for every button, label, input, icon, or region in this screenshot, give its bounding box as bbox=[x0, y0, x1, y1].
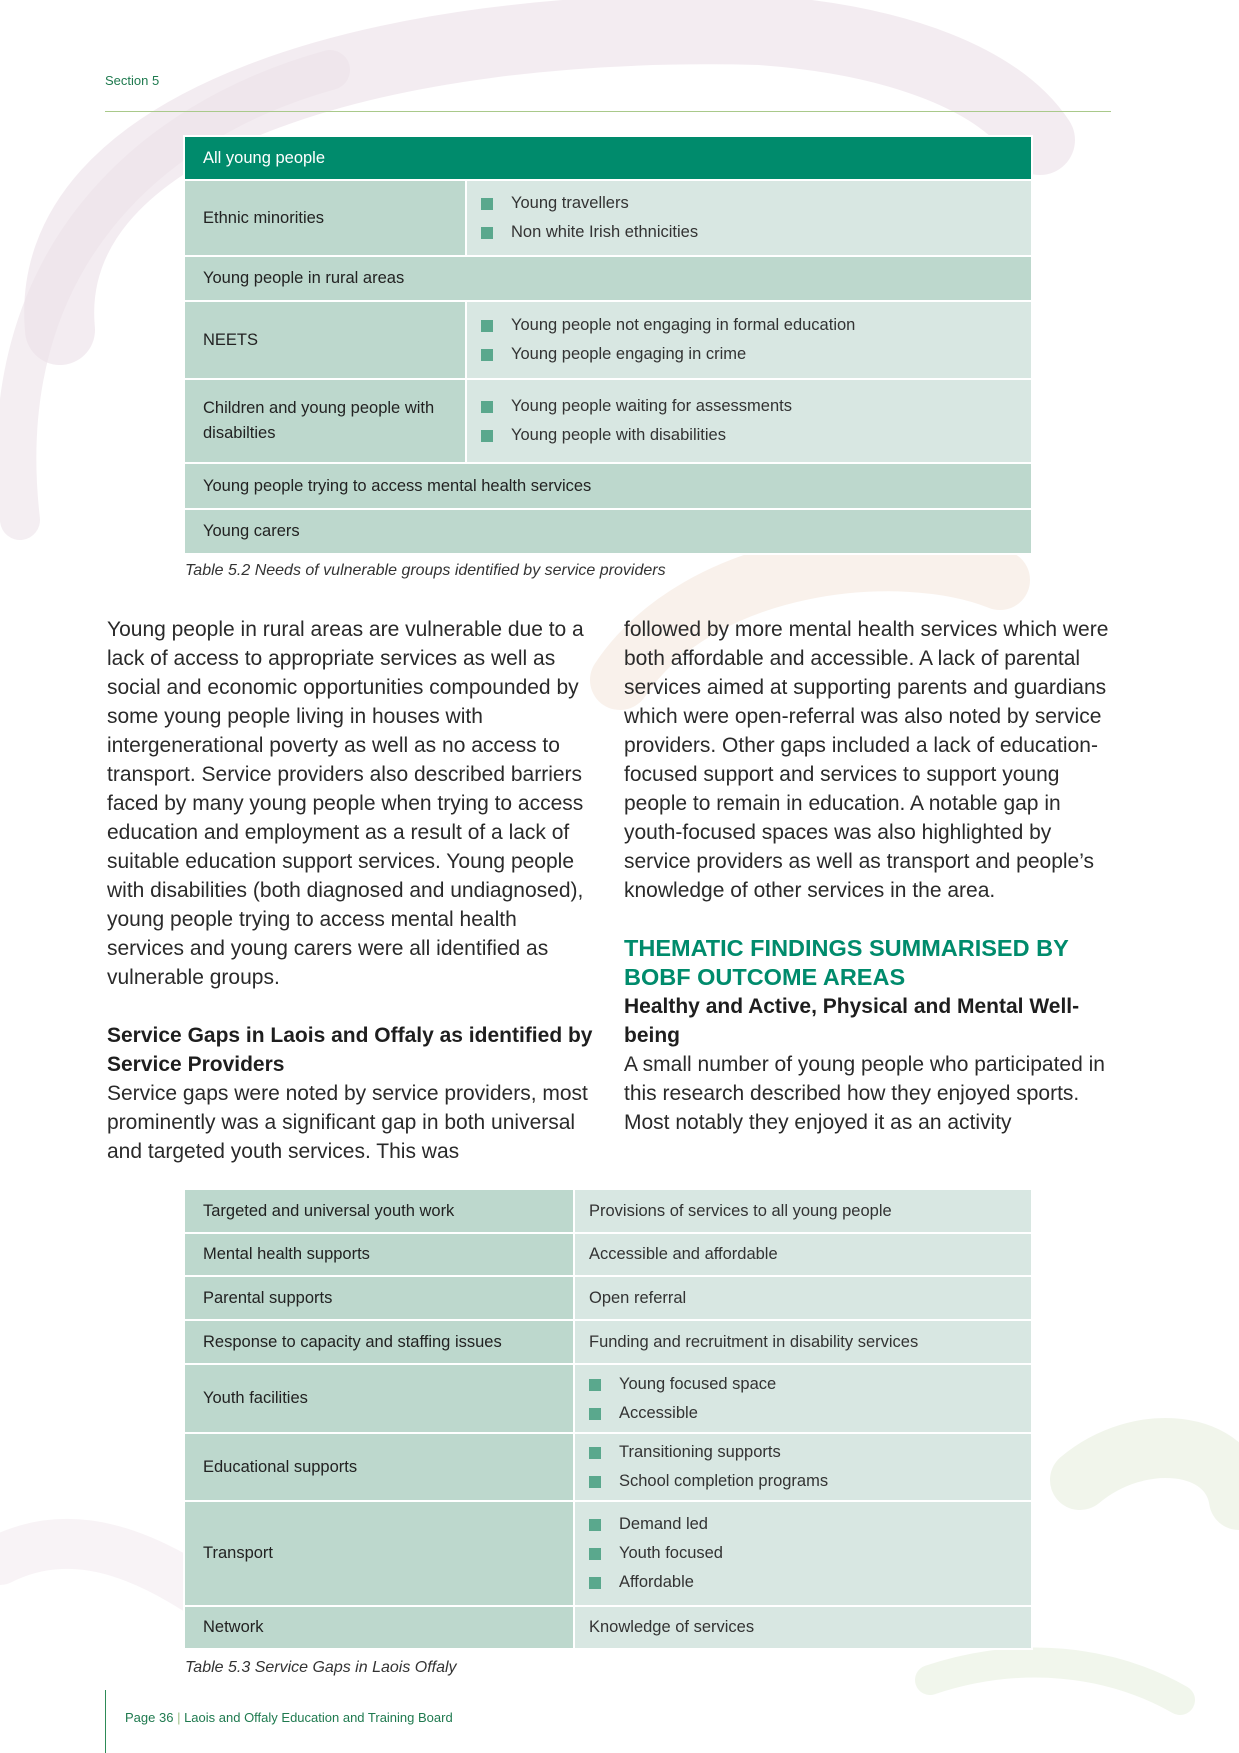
row-label: Ethnic minorities bbox=[184, 180, 466, 256]
table-row bbox=[184, 1320, 1032, 1364]
table-caption: Table 5.2 Needs of vulnerable groups identified by service providers bbox=[185, 562, 666, 579]
row-value: Open referral bbox=[574, 1276, 1032, 1320]
footer bbox=[125, 1710, 453, 1725]
row-label: Parental supports bbox=[184, 1276, 574, 1320]
table-row bbox=[184, 1189, 1032, 1233]
row-value: Provisions of services to all young people bbox=[574, 1189, 1032, 1233]
table-row bbox=[184, 256, 1032, 301]
table-row bbox=[184, 1364, 1032, 1433]
list-item: Young people with disabilities bbox=[481, 421, 1013, 450]
healthy-active-heading: Healthy and Active, Physical and Mental Well-being bbox=[624, 995, 1080, 1047]
row-value: Knowledge of services bbox=[574, 1606, 1032, 1649]
body-paragraph: followed by more mental health services which were both affordable and accessible. A lack of parental services aimed at supporting parents and guardians which were open-referral was also noted by service providers. Other gaps included a lack of education-focused support and services to support young people to remain in education. A notable gap in youth-focused spaces was also highlighted by service providers as well as transport and people’s knowledge of other services in the area. bbox=[624, 618, 1109, 902]
list-item: Young people not engaging in formal education bbox=[481, 311, 1013, 340]
table-row bbox=[184, 180, 1032, 256]
table-row bbox=[184, 379, 1032, 463]
list-item: Young people engaging in crime bbox=[481, 340, 1013, 369]
table-row bbox=[184, 1233, 1032, 1276]
row-label: Young people in rural areas bbox=[184, 256, 1032, 301]
table-row bbox=[184, 1433, 1032, 1501]
row-label: Youth facilities bbox=[184, 1364, 574, 1433]
table-caption: Table 5.3 Service Gaps in Laois Offaly bbox=[185, 1659, 457, 1676]
footer-org: Laois and Offaly Education and Training Board bbox=[184, 1710, 453, 1725]
thematic-findings-heading: THEMATIC FINDINGS SUMMARISED BY BOBF OUTCOME AREAS bbox=[624, 935, 1069, 990]
row-label: Young carers bbox=[184, 509, 1032, 554]
section-label: Section 5 bbox=[105, 73, 160, 88]
row-label: Transport bbox=[184, 1501, 574, 1606]
list-item: Non white Irish ethnicities bbox=[481, 218, 1013, 247]
row-label: Young people trying to access mental health services bbox=[184, 463, 1032, 509]
service-gaps-heading: Service Gaps in Laois and Offaly as identified by Service Providers bbox=[107, 1024, 593, 1076]
body-paragraph: Young people in rural areas are vulnerable due to a lack of access to appropriate services as well as social and economic opportunities compounded by some young people living in houses with intergenerational poverty as well as no access to transport. Service providers also described barriers faced by many young people when trying to access education and employment as a result of a lack of suitable education support services. Young people with disabilities (both diagnosed and undiagnosed), young people trying to access mental health services and young carers were all identified as vulnerable groups. bbox=[107, 618, 584, 989]
row-label: NEETS bbox=[184, 301, 466, 379]
row-label: Response to capacity and staffing issues bbox=[184, 1320, 574, 1364]
list-item: Youth focused bbox=[589, 1539, 1013, 1568]
table-row bbox=[184, 1276, 1032, 1320]
row-label: Network bbox=[184, 1606, 574, 1649]
left-column bbox=[107, 615, 597, 1166]
row-label: Mental health supports bbox=[184, 1233, 574, 1276]
table-header: All young people bbox=[184, 136, 1032, 180]
table-vulnerable-groups bbox=[183, 135, 1033, 555]
list-item: Demand led bbox=[589, 1510, 1013, 1539]
row-value: Funding and recruitment in disability services bbox=[574, 1320, 1032, 1364]
table-row bbox=[184, 509, 1032, 554]
list-item: Young focused space bbox=[589, 1370, 1013, 1399]
table-row bbox=[184, 463, 1032, 509]
right-column bbox=[624, 615, 1114, 1137]
table-row bbox=[184, 301, 1032, 379]
body-paragraph: Service gaps were noted by service providers, most prominently was a significant gap in both universal and targeted youth services. This was bbox=[107, 1082, 588, 1163]
list-item: Transitioning supports bbox=[589, 1438, 1013, 1467]
footer-separator: | bbox=[177, 1710, 181, 1725]
header-rule bbox=[105, 111, 1111, 112]
table-row bbox=[184, 1606, 1032, 1649]
row-value: Accessible and affordable bbox=[574, 1233, 1032, 1276]
row-label: Children and young people with disabilties bbox=[184, 379, 466, 463]
body-paragraph: A small number of young people who participated in this research described how they enjoyed sports. Most notably they enjoyed it as an activity bbox=[624, 1053, 1105, 1134]
table-service-gaps bbox=[183, 1188, 1033, 1650]
row-label: Targeted and universal youth work bbox=[184, 1189, 574, 1233]
table-row bbox=[184, 1501, 1032, 1606]
row-label: Educational supports bbox=[184, 1433, 574, 1501]
list-item: Young people waiting for assessments bbox=[481, 392, 1013, 421]
page-number: Page 36 bbox=[125, 1710, 174, 1725]
footer-bar bbox=[105, 1690, 106, 1753]
list-item: Young travellers bbox=[481, 189, 1013, 218]
list-item: School completion programs bbox=[589, 1467, 1013, 1496]
list-item: Affordable bbox=[589, 1568, 1013, 1597]
list-item: Accessible bbox=[589, 1399, 1013, 1428]
